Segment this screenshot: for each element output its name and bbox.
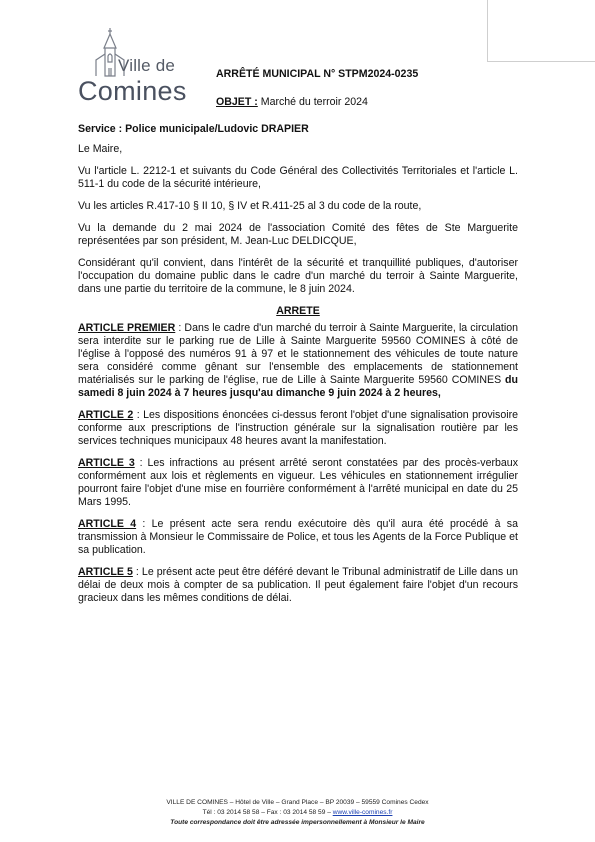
article-text: : Le présent acte sera rendu exécutoire dès qu'il aura été procédé à sa transmission à Monsieur le Commissaire de Police, et tous les Agents de la Force Publique et sa publication. [78, 518, 518, 556]
logo-comines-text: Comines [78, 76, 187, 106]
article-label: ARTICLE PREMIER [78, 322, 176, 334]
considerant-4: Considérant qu'il convient, dans l'intérêt de la sécurité et tranquillité publiques, d'autoriser l'occupation du domaine public dans le cadre d'un marché du terroir à Sainte Marguerite, dans une partie du territoire de la commune, le 8 juin 2024. [78, 257, 518, 295]
article-5 [78, 566, 518, 605]
document-objet [216, 96, 368, 108]
considerant-2: Vu les articles R.417-10 § II 10, § IV et R.411-25 al 3 du code de la route, [78, 200, 422, 212]
article-text: : Dans le cadre d'un marché du terroir à Sainte Marguerite, la circulation sera interdite sur le parking rue de Lille à Sainte Marguerite 59560 COMINES à côté de l'église à l'opposé des numéros 91 à 97 et le stationnement des véhicules de toute nature sera considéré comme gênant sur l'ensemble des emplacements de stationnement matérialisés sur le parking de l'église, rue de Lille à Sainte Marguerite 59560 COMINES [78, 322, 518, 386]
document-body [78, 123, 518, 614]
article-text: : Les dispositions énoncées ci-dessus feront l'objet d'une signalisation provisoire conforme aux prescriptions de l'instruction générale sur la signalisation routière par les services techniques municipaux 48 heures avant la manifestation. [78, 409, 518, 447]
article-2 [78, 409, 518, 448]
article-label: ARTICLE 2 [78, 409, 134, 421]
article-premier [78, 322, 518, 400]
considerant-3: Vu la demande du 2 mai 2024 de l'association Comité des fêtes de Ste Marguerite représentées par son président, M. Jean-Luc DELDICQUE, [78, 222, 518, 247]
objet-label: OBJET : [216, 96, 258, 108]
footer-phone-fax: Tél : 03 2014 58 58 – Fax : 03 2014 58 59 – [202, 809, 333, 816]
footer-notice: Toute correspondance doit être adressée impersonnellement à Monsieur le Maire [170, 819, 425, 826]
article-4 [78, 518, 518, 557]
footer-address: VILLE DE COMINES – Hôtel de Ville – Grand Place – BP 20039 – 59559 Comines Cedex [166, 799, 429, 806]
website-link[interactable]: www.ville-comines.fr [332, 809, 393, 816]
document-title: ARRÊTÉ MUNICIPAL N° STPM2024-0235 [216, 68, 419, 80]
article-text: : Les infractions au présent arrêté seront constatées par des procès-verbaux conformément aux lois et règlements en vigueur. Les véhicules en stationnement irrégulier pourront faire l'objet d'une mise en fourrière conformément à l'arrêté municipal en date du 25 Mars 1995. [78, 457, 518, 508]
considerant-1: Vu l'article L. 2212-1 et suivants du Code Général des Collectivités Territoriales et l'article L. 511-1 du code de la sécurité intérieure, [78, 165, 518, 190]
salutation: Le Maire, [78, 143, 123, 155]
article-label: ARTICLE 3 [78, 457, 135, 469]
article-label: ARTICLE 5 [78, 566, 133, 578]
footer-contact [0, 808, 595, 818]
stamp-box [487, 0, 595, 62]
article-bold-tail: du samedi 8 juin 2024 à 7 heures jusqu'au dimanche 9 juin 2024 à 2 heures, [78, 374, 518, 399]
service-line: Service : Police municipale/Ludovic DRAPIER [78, 123, 309, 135]
article-label: ARTICLE 4 [78, 518, 137, 530]
article-text: : Le présent acte peut être déféré devant le Tribunal administratif de Lille dans un délai de deux mois à compter de sa publication. Il peut également faire l'objet d'un recours gracieux dans les mêmes conditions de délai. [78, 566, 518, 604]
arrete-heading: ARRETE [276, 305, 320, 317]
objet-value: Marché du terroir 2024 [257, 96, 368, 108]
comines-logo [78, 26, 196, 110]
article-3 [78, 457, 518, 509]
page-footer [0, 798, 595, 828]
logo-ville-text: Ville de [118, 56, 176, 75]
